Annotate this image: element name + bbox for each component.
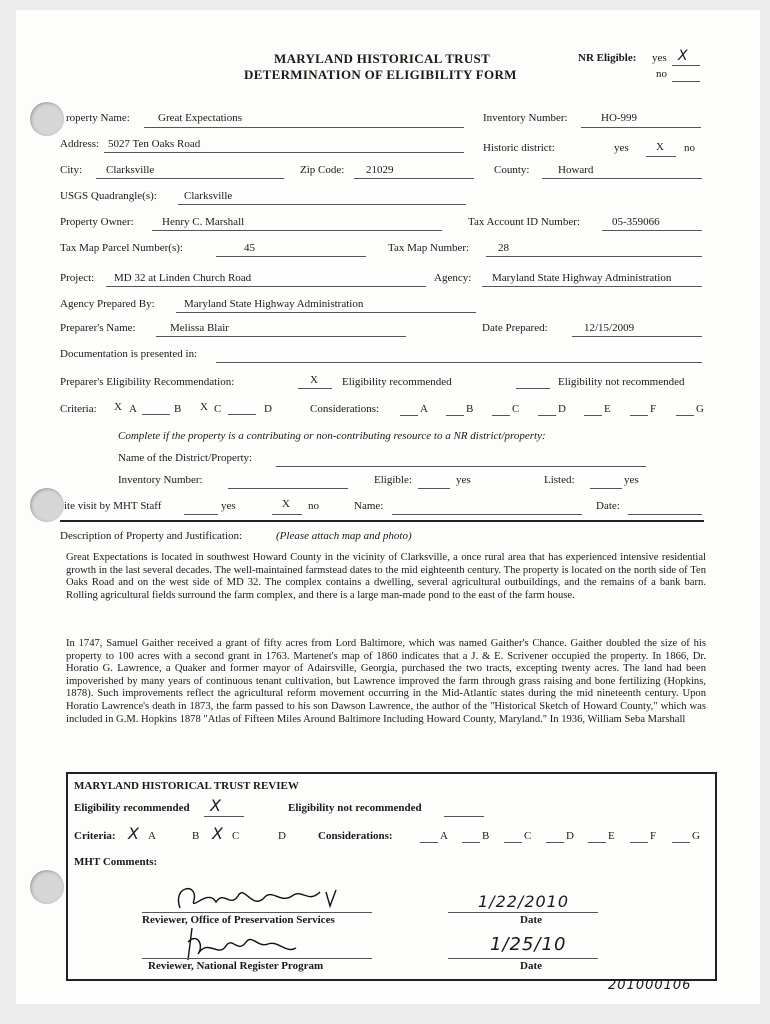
documentation-label: Documentation is presented in:: [60, 348, 198, 360]
review-d: D: [278, 830, 286, 842]
mht-comments-label: MHT Comments:: [74, 856, 158, 868]
county-value: Howard: [558, 164, 594, 176]
rec-yes: Eligibility recommended: [342, 376, 452, 388]
name-label: Name:: [354, 500, 384, 512]
project-value: MD 32 at Linden Church Road: [114, 272, 252, 284]
inventory-number-label: Inventory Number:: [483, 112, 568, 124]
address-label: Address:: [60, 138, 100, 150]
consideration-e: E: [608, 830, 615, 842]
review-title: MARYLAND HISTORICAL TRUST REVIEW: [74, 780, 299, 792]
agency-value: Maryland State Highway Administration: [492, 272, 672, 284]
review-a: A: [148, 830, 156, 842]
date-1-label: Date: [520, 914, 542, 926]
rec-mark: X: [310, 374, 318, 386]
agency-prepared-label: Agency Prepared By:: [60, 298, 155, 310]
preparer-value: Melissa Blair: [170, 322, 229, 334]
consideration-e: E: [604, 403, 611, 415]
considerations-label: Considerations:: [310, 403, 380, 415]
reviewer-2-label: Reviewer, National Register Program: [148, 960, 324, 972]
site-visit-label: ite visit by MHT Staff: [64, 500, 162, 512]
consideration-d: D: [558, 403, 566, 415]
punch-hole: [30, 102, 64, 136]
preparer-label: Preparer's Name:: [60, 322, 136, 334]
criteria-a: A: [129, 403, 137, 415]
form-title-line2: DETERMINATION OF ELIGIBILITY FORM: [244, 67, 517, 82]
review-criteria-label: Criteria:: [74, 830, 116, 842]
tax-map-label: Tax Map Number:: [388, 242, 470, 254]
form-page: [16, 10, 760, 1004]
rec-no: Eligibility not recommended: [558, 376, 685, 388]
criteria-label: Criteria:: [60, 403, 97, 415]
tax-map-value: 28: [498, 242, 509, 254]
consideration-b: B: [466, 403, 474, 415]
usgs-value: Clarksville: [184, 190, 233, 202]
owner-value: Henry C. Marshall: [162, 216, 245, 228]
date-prepared-label: Date Prepared:: [482, 322, 548, 334]
zip-label: Zip Code:: [300, 164, 345, 176]
date-1-value: 1/22/2010: [478, 892, 570, 911]
description-paragraph-2: In 1747, Samuel Gaither received a grant of fifty acres from Lord Baltimore, which was named Gaither's Chance. Gaither doubled the size of his property to 100 acres with a second grant in 1763. Martenet's map of 1860 indicates that a J. & E. Scrivener occupied the property. In 1866, Dr. Horatio G. Lawrence, a Quaker and former mayor of Adairsville, Georgia, purchased the two tracts, excepting twenty acres. The land had been impoverished by many years of continuous tenant cultivation, but Lawrence improved the farm through grass raising and bone fertilizing (Hopkins, 1878). Such improvements reflect the agricultural reform movement occurring in the Mid-Atlantic states during the mid nineteenth century. Upon Horatio Lawrence's death in 1873, the farm passed to his son Dawson Lawrence, the author of the "Historical Sketch of Howard County," which was included in G.M. Hopkins 1878 "Atlas of Fifteen Miles Around Baltimore Including Howard County, Maryland." In 1936, William Seba Marshall: [66, 638, 706, 725]
criteria-d: D: [264, 403, 272, 415]
agency-prepared-value: Maryland State Highway Administration: [184, 298, 364, 310]
recommendation-label: Preparer's Eligibility Recommendation:: [60, 376, 235, 388]
description-note: (Please attach map and photo): [276, 530, 412, 542]
project-label: Project:: [60, 272, 95, 284]
consideration-c: C: [524, 830, 532, 842]
section-divider: [60, 520, 704, 522]
hd-mark: X: [656, 141, 664, 153]
inventory-number-value: HO-999: [601, 112, 638, 124]
review-considerations-label: Considerations:: [318, 830, 393, 842]
zip-value: 21029: [366, 164, 394, 176]
consideration-f: F: [650, 830, 657, 842]
historic-district-label: Historic district:: [483, 142, 555, 154]
review-c-mark: X: [212, 824, 223, 843]
eligible-yes: yes: [456, 474, 471, 486]
tax-id-value: 05-359066: [612, 216, 660, 228]
review-elig-rec: Eligibility recommended: [74, 802, 190, 814]
review-a-mark: X: [128, 824, 139, 843]
sv-mark: X: [282, 498, 290, 510]
hd-yes: yes: [614, 142, 629, 154]
parcel-value: 45: [244, 242, 255, 254]
punch-hole: [30, 870, 64, 904]
date-prepared-value: 12/15/2009: [584, 322, 635, 334]
review-b: B: [192, 830, 200, 842]
consideration-g: G: [692, 830, 700, 842]
eligible-label: Eligible:: [374, 474, 412, 486]
sv-yes: yes: [221, 500, 236, 512]
address-value: 5027 Ten Oaks Road: [108, 138, 201, 150]
complete-note: Complete if the property is a contributing or non-contributing resource to a NR district/property:: [118, 430, 546, 442]
listed-yes: yes: [624, 474, 639, 486]
hd-no: no: [684, 142, 695, 154]
nr-no: no: [656, 68, 667, 80]
form-title-line1: MARYLAND HISTORICAL TRUST: [274, 51, 491, 66]
tax-id-label: Tax Account ID Number:: [468, 216, 580, 228]
review-c: C: [232, 830, 240, 842]
description-label: Description of Property and Justification:: [60, 530, 243, 542]
nr-yes: yes: [652, 52, 667, 64]
listed-label: Listed:: [544, 474, 575, 486]
consideration-a: A: [420, 403, 428, 415]
parcel-label: Tax Map Parcel Number(s):: [60, 242, 183, 254]
nr-yes-mark: X: [678, 48, 688, 64]
consideration-g: G: [696, 403, 704, 415]
district-name-label: Name of the District/Property:: [118, 452, 253, 464]
footer-number: 201000106: [608, 978, 692, 993]
criteria-a-mark: X: [114, 401, 122, 413]
consideration-b: B: [482, 830, 490, 842]
city-label: City:: [60, 164, 83, 176]
agency-label: Agency:: [434, 272, 472, 284]
consideration-d: D: [566, 830, 574, 842]
review-box: [66, 772, 717, 981]
property-name-label: roperty Name:: [66, 112, 130, 124]
county-label: County:: [494, 164, 530, 176]
date-label: Date:: [596, 500, 620, 512]
usgs-label: USGS Quadrangle(s):: [60, 190, 157, 202]
consideration-a: A: [440, 830, 448, 842]
city-value: Clarksville: [106, 164, 155, 176]
property-name-value: Great Expectations: [158, 112, 242, 124]
consideration-c: C: [512, 403, 520, 415]
punch-hole: [30, 488, 64, 522]
consideration-f: F: [650, 403, 657, 415]
description-paragraph-1: Great Expectations is located in southwest Howard County in the vicinity of Clarksville, a once rural area that has experienced intensive residential growth in the last several decades. The well-maintained farmstead dates to the mid eighteenth century. The property is located on the north side of Ten Oaks Road and on the west side of MD 32. The complex contains a dwelling, several agricultural outbuildings, and the remains of a bank barn. Rolling agricultural fields surround the farm complex, and there is a large man-made pond to the east of the farm house.: [66, 552, 706, 601]
reviewer-1-label: Reviewer, Office of Preservation Services: [142, 914, 335, 926]
sv-no: no: [308, 500, 319, 512]
date-2-value: 1/25/10: [490, 934, 567, 955]
criteria-c-mark: X: [200, 401, 208, 413]
criteria-b: B: [174, 403, 182, 415]
nr-eligible-label: NR Eligible:: [578, 52, 637, 64]
review-elig-mark: X: [210, 796, 221, 815]
date-2-label: Date: [520, 960, 542, 972]
owner-label: Property Owner:: [60, 216, 134, 228]
review-elig-not: Eligibility not recommended: [288, 802, 422, 814]
criteria-c: C: [214, 403, 222, 415]
inv-number-label: Inventory Number:: [118, 474, 203, 486]
